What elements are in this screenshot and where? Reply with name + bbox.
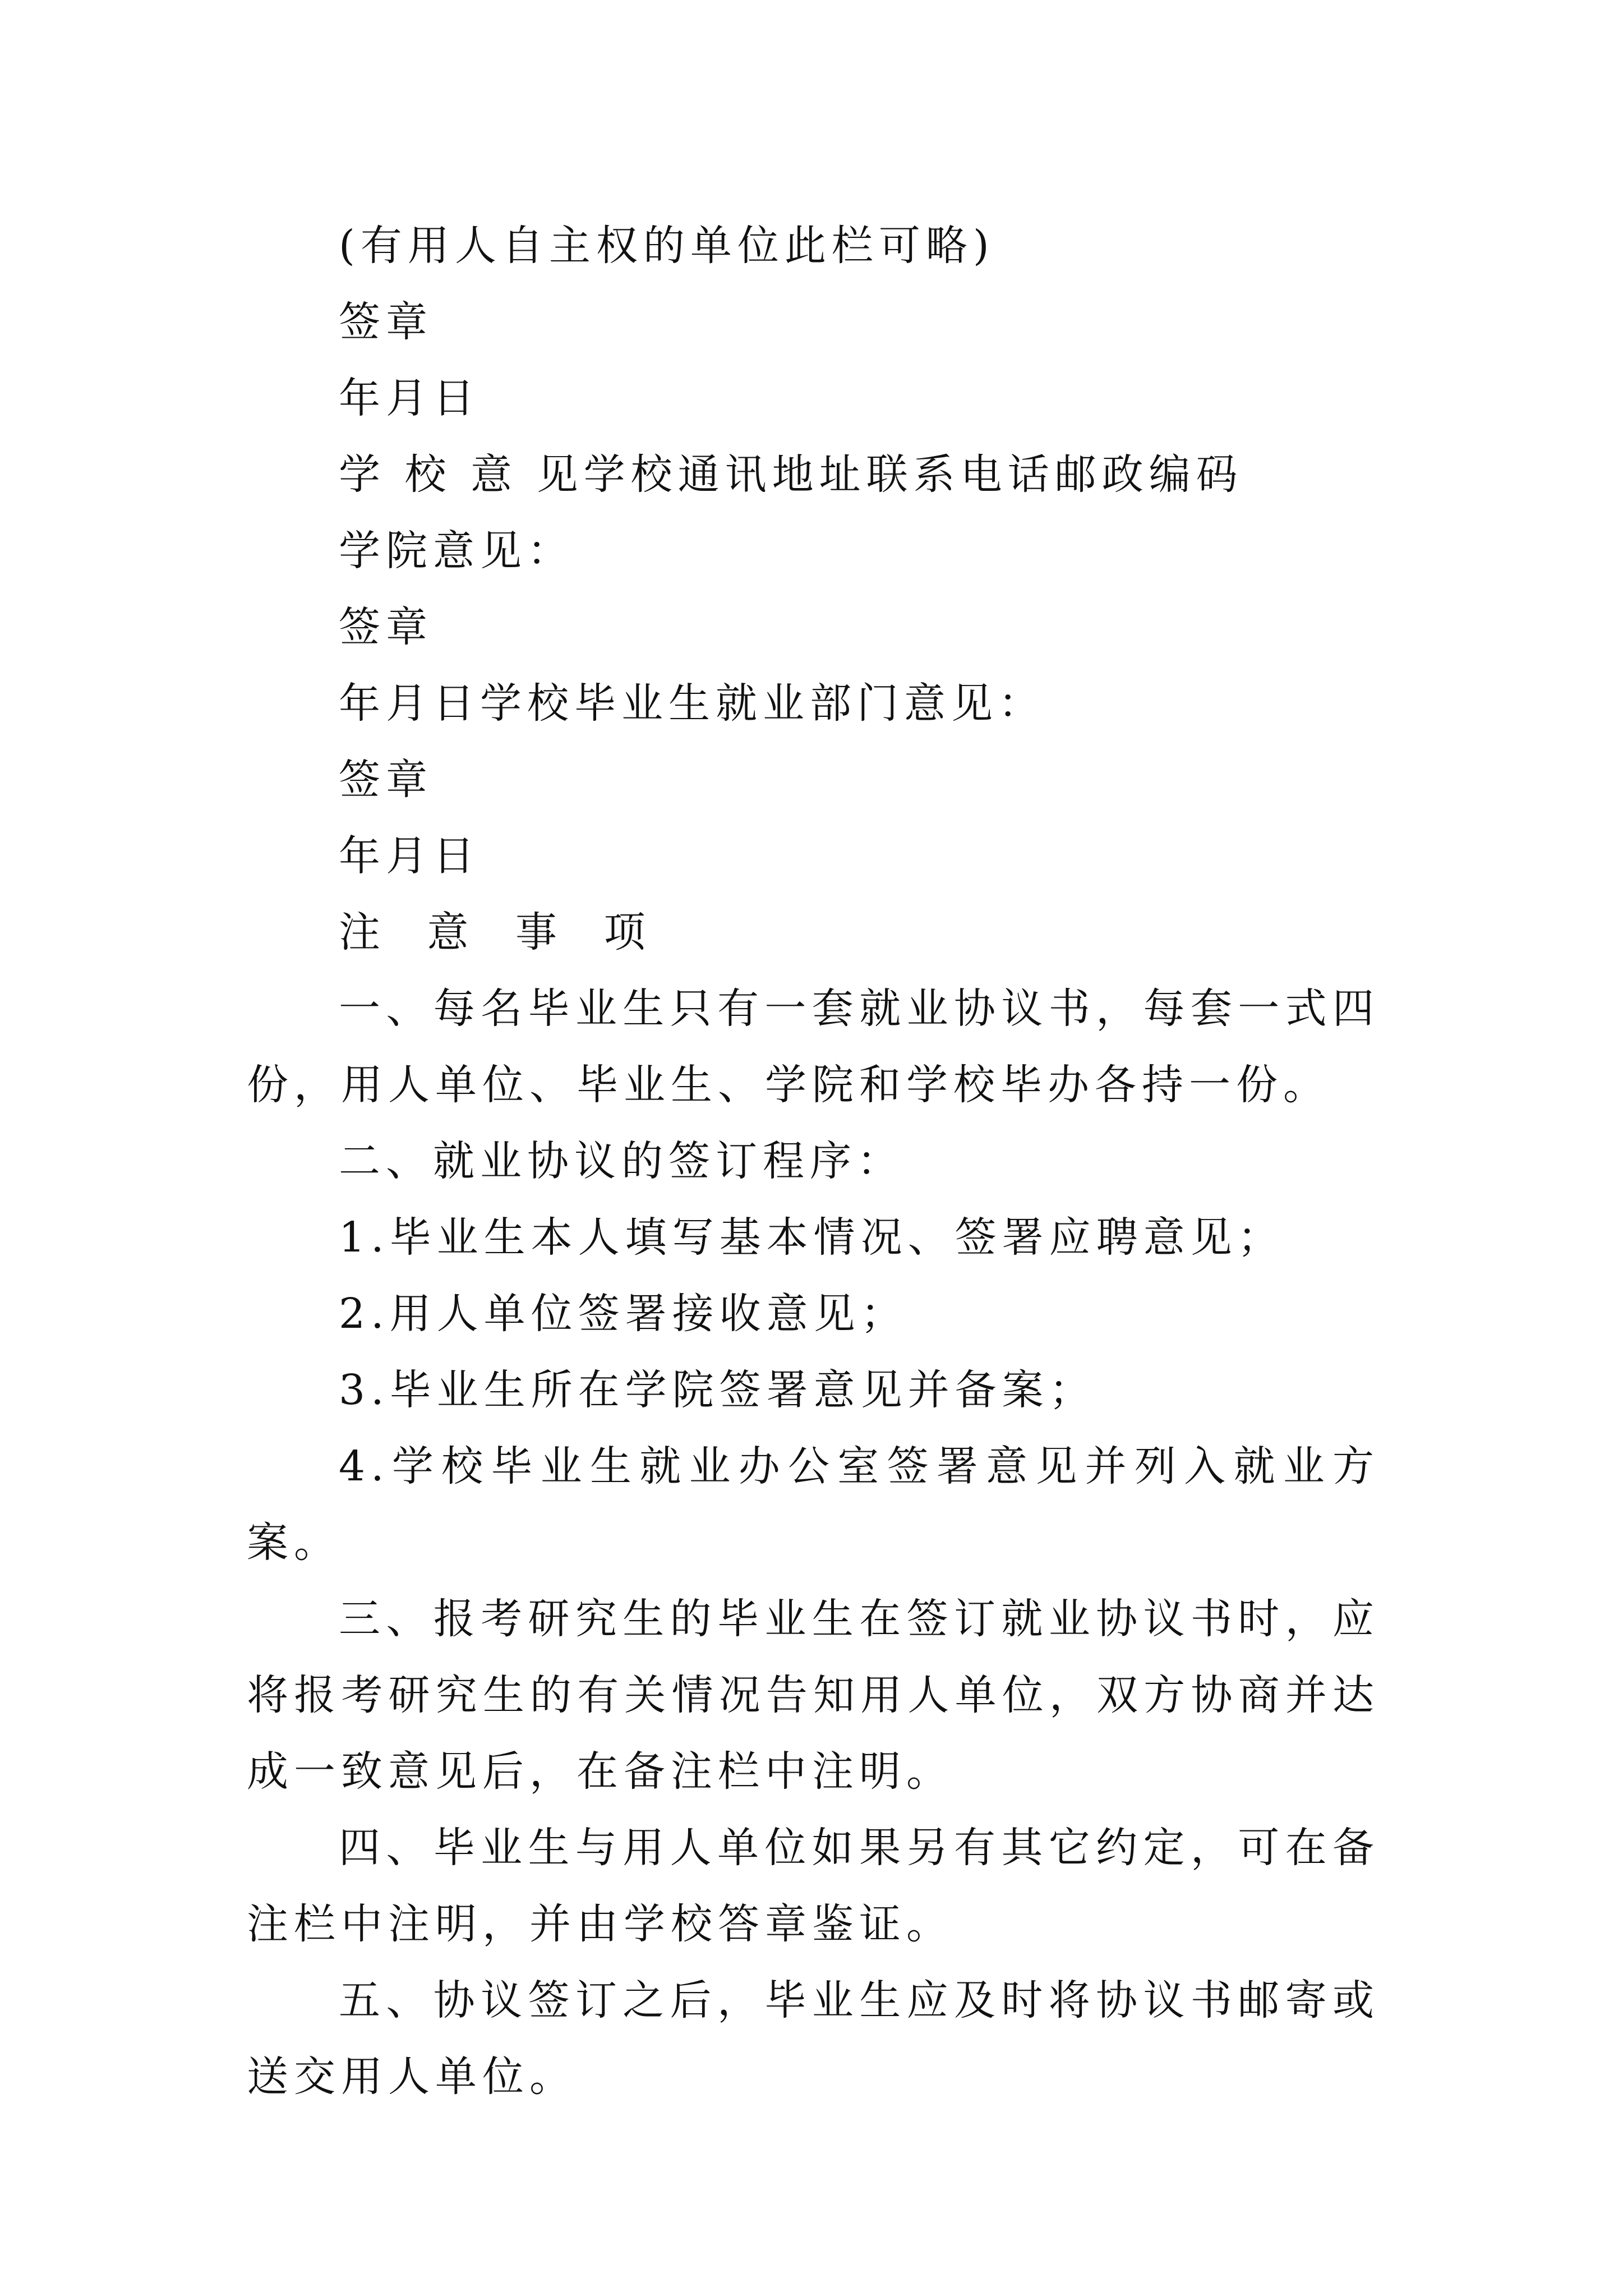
signature-label-1: 签章 — [339, 298, 433, 346]
procedure-step-3: 3.毕业生所在学院签署意见并备案； — [339, 1366, 1096, 1414]
date-label-2: 年月日 — [339, 832, 480, 880]
notes-item-4: 四、毕业生与用人单位如果另有其它约定，可在备注栏中注明，并由学校答章鉴证。 — [247, 1824, 1380, 1948]
school-opinion-heading: 学 校 意 见学校通讯地址联系电话邮政编码 — [339, 450, 1243, 499]
signature-label-2: 签章 — [339, 603, 433, 651]
procedure-step-1: 1.毕业生本人填写基本情况、签署应聘意见； — [339, 1213, 1285, 1262]
notes-item-5: 五、协议签订之后，毕业生应及时将协议书邮寄或送交用人单位。 — [247, 1976, 1380, 2101]
procedure-step-2: 2.用人单位签署接收意见； — [339, 1290, 908, 1338]
note-optional-column: (有用人自主权的单位此栏可略) — [339, 222, 995, 270]
date-label-1: 年月日 — [339, 374, 480, 422]
procedure-step-4: 4.学校毕业生就业办公室签署意见并列入就业方案。 — [247, 1442, 1380, 1567]
notes-item-3: 三、报考研究生的毕业生在签订就业协议书时，应将报考研究生的有关情况告知用人单位，双方协商并达成一致意见后，在备注栏中注明。 — [247, 1595, 1380, 1796]
notes-heading: 注 意 事 项 — [339, 908, 662, 956]
college-opinion-label: 学院意见： — [339, 527, 574, 575]
document-body — [247, 208, 1380, 2115]
employment-dept-opinion-label: 年月日学校毕业生就业部门意见： — [339, 679, 1045, 728]
notes-item-2: 二、就业协议的签订程序： — [339, 1137, 904, 1185]
notes-item-1: 一、每名毕业生只有一套就业协议书，每套一式四份，用人单位、毕业生、学院和学校毕办各持一份。 — [247, 984, 1380, 1109]
signature-label-3: 签章 — [339, 756, 433, 804]
